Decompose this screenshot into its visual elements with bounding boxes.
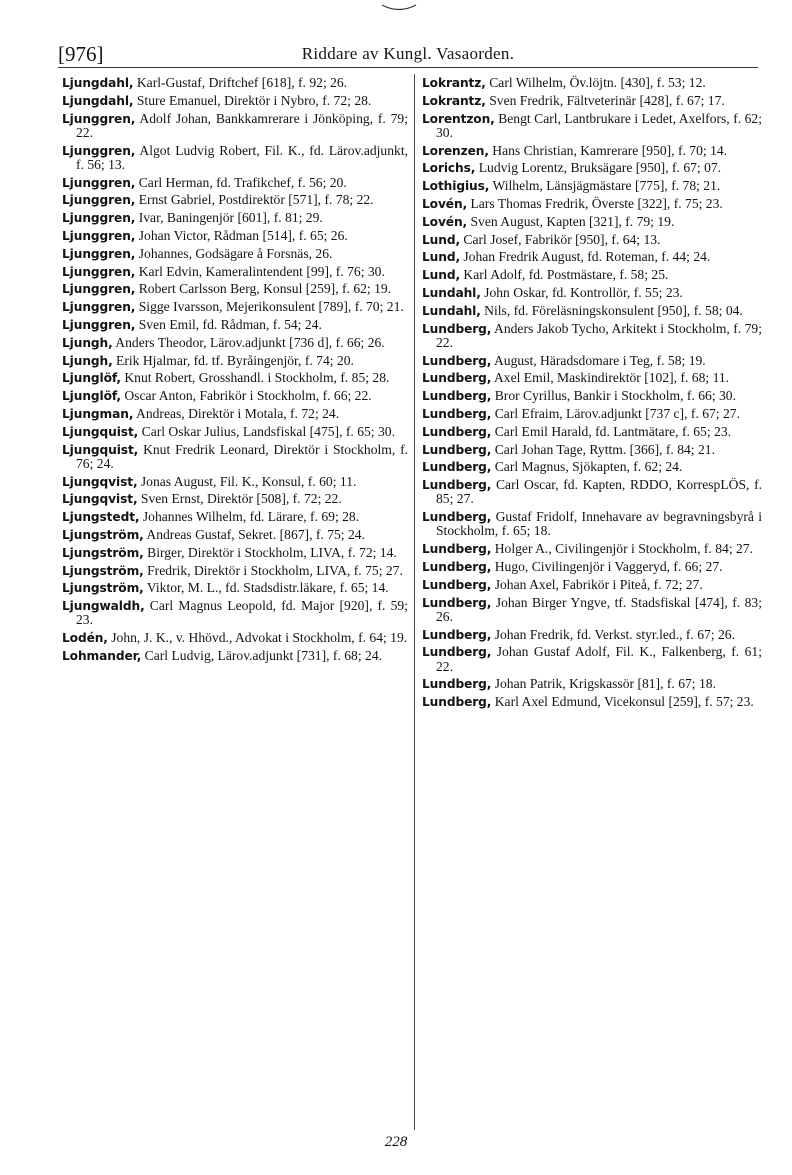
entry-details: Sven Ernst, Direktör [508], f. 72; 22. [140, 491, 342, 507]
register-entry [62, 318, 408, 332]
register-entry [62, 112, 408, 140]
entry-details: Nils, fd. Föreläsningskonsulent [950], f. 58; 04. [484, 302, 743, 318]
entry-details: Birger, Direktör i Stockholm, LIVA, f. 72; 14. [147, 544, 397, 560]
register-entry [62, 510, 408, 524]
entry-surname: Lorenzen, [422, 143, 489, 158]
entry-details: August, Häradsdomare i Teg, f. 58; 19. [493, 352, 706, 368]
entry-surname: Lundberg, [422, 627, 492, 642]
page-title: Riddare av Kungl. Vasaorden. [301, 44, 515, 63]
entry-details: Fredrik, Direktör i Stockholm, LIVA, f. 75; 27. [147, 562, 403, 578]
entry-details: Carl Ludvig, Lärov.adjunkt [731], f. 68; 24. [144, 647, 383, 663]
entry-surname: Ljungström, [62, 563, 144, 578]
entry-surname: Lovén, [422, 196, 468, 211]
entry-surname: Lundberg, [422, 577, 492, 592]
entry-details: Johan Patrik, Krigskassör [81], f. 67; 18. [494, 676, 716, 692]
register-entry [62, 599, 408, 627]
entry-details: Johan Birger Yngve, tf. Stadsfiskal [474], f. 83; 26. [436, 594, 762, 624]
entry-surname: Lundberg, [422, 510, 492, 525]
entry-surname: Lund, [422, 232, 460, 247]
entry-surname: Lundberg, [422, 389, 492, 404]
entry-surname: Ljunglöf, [62, 371, 121, 386]
entry-details: John Oskar, fd. Kontrollör, f. 55; 23. [484, 284, 683, 300]
register-entry [62, 443, 408, 471]
entry-details: Robert Carlsson Berg, Konsul [259], f. 62; 19. [138, 281, 392, 297]
entry-details: Johan Victor, Rådman [514], f. 65; 26. [138, 227, 348, 243]
entry-details: Hugo, Civilingenjör i Vaggeryd, f. 66; 27. [494, 558, 723, 574]
entry-surname: Lohmander, [62, 648, 142, 663]
register-entry [422, 215, 762, 229]
register-entry [62, 282, 408, 296]
entry-surname: Lundberg, [422, 371, 492, 386]
entry-surname: Ljunggren, [62, 317, 136, 332]
entry-surname: Lundberg, [422, 442, 492, 457]
register-entry [422, 354, 762, 368]
entry-details: Karl Edvin, Kameralintendent [99], f. 76; 30. [138, 263, 385, 279]
entry-details: Sture Emanuel, Direktör i Nybro, f. 72; 28. [136, 92, 372, 108]
entry-surname: Lodén, [62, 631, 108, 646]
register-entry [422, 645, 762, 673]
page-header [58, 34, 758, 68]
entry-details: Andreas, Direktör i Motala, f. 72; 24. [136, 405, 340, 421]
entry-surname: Ljunggren, [62, 282, 136, 297]
entry-details: Lars Thomas Fredrik, Överste [322], f. 75; 23. [470, 195, 723, 211]
entry-details: Carl Johan Tage, Ryttm. [366], f. 84; 21. [494, 441, 715, 457]
register-entry [422, 628, 762, 642]
register-entry [422, 161, 762, 175]
register-entry [62, 94, 408, 108]
register-entry [422, 179, 762, 193]
entry-details: Knut Robert, Grosshandl. i Stockholm, f. 85; 28. [124, 370, 390, 386]
entry-surname: Ljunggren, [62, 228, 136, 243]
entry-details: Carl Oskar Julius, Landsfiskal [475], f. 65; 30. [141, 423, 395, 439]
register-entry [422, 112, 762, 140]
entry-details: Carl Magnus, Sjökapten, f. 62; 24. [494, 459, 683, 475]
entry-details: Jonas August, Fil. K., Konsul, f. 60; 11. [140, 473, 357, 489]
register-entry [422, 560, 762, 574]
register-entry [62, 528, 408, 542]
entry-details: Karl-Gustaf, Driftchef [618], f. 92; 26. [136, 75, 348, 90]
register-entry [62, 193, 408, 207]
register-entry [62, 371, 408, 385]
register-entry [62, 229, 408, 243]
entry-details: Anders Theodor, Lärov.adjunkt [736 d], f. 66; 26. [115, 334, 385, 350]
register-entry [422, 250, 762, 264]
entry-details: Ivar, Baningenjör [601], f. 81; 29. [138, 210, 323, 226]
entry-surname: Ljungström, [62, 581, 144, 596]
entry-details: Carl Josef, Fabrikör [950], f. 64; 13. [463, 231, 661, 247]
register-entry [422, 460, 762, 474]
entry-details: Ludvig Lorentz, Bruksägare [950], f. 67; 07. [478, 160, 722, 176]
entry-details: Johan Gustaf Adolf, Fil. K., Falkenberg, f. 61; 22. [436, 644, 762, 674]
entry-details: Carl Emil Harald, fd. Lantmätare, f. 65; 23. [494, 423, 732, 439]
entry-surname: Lovén, [422, 214, 468, 229]
entry-surname: Ljungdahl, [62, 76, 134, 90]
register-entry [422, 286, 762, 300]
entry-surname: Ljunggren, [62, 175, 136, 190]
register-entry [62, 475, 408, 489]
register-entry [62, 546, 408, 560]
entry-surname: Ljunggren, [62, 246, 136, 261]
entry-surname: Lorichs, [422, 161, 476, 176]
entry-surname: Lund, [422, 250, 460, 265]
register-entry [62, 265, 408, 279]
entry-surname: Ljungström, [62, 527, 144, 542]
register-entry [422, 268, 762, 282]
entry-surname: Ljungquist, [62, 442, 139, 457]
entry-surname: Ljunggren, [62, 264, 136, 279]
entry-surname: Ljungstedt, [62, 510, 140, 525]
entry-surname: Lund, [422, 268, 460, 283]
register-entry [62, 247, 408, 261]
entry-surname: Lundberg, [422, 595, 492, 610]
entry-surname: Lokrantz, [422, 93, 486, 108]
entry-surname: Lundberg, [422, 460, 492, 475]
entry-details: Anders Jakob Tycho, Arkitekt i Stockholm, f. 79; 22. [436, 320, 762, 350]
right-column [422, 76, 762, 713]
entry-details: Gustaf Fridolf, Innehavare av begravningsbyrå i Stockholm, f. 65; 18. [436, 509, 762, 539]
entry-surname: Ljungman, [62, 406, 134, 421]
entry-details: Sven August, Kapten [321], f. 79; 19. [470, 213, 675, 229]
entry-details: Andreas Gustaf, Sekret. [867], f. 75; 24. [146, 526, 365, 542]
entry-details: Karl Adolf, fd. Postmästare, f. 58; 25. [463, 267, 669, 283]
entry-details: Sigge Ivarsson, Mejerikonsulent [789], f. 70; 21. [138, 299, 404, 315]
register-entry [62, 407, 408, 421]
entry-surname: Lundberg, [422, 424, 492, 439]
entry-details: Sven Emil, fd. Rådman, f. 54; 24. [138, 316, 322, 332]
entry-surname: Lundahl, [422, 285, 481, 300]
register-entry [422, 542, 762, 556]
register-entry [62, 176, 408, 190]
register-entry [422, 144, 762, 158]
entry-surname: Ljungqvist, [62, 492, 138, 507]
register-entry [422, 596, 762, 624]
register-entry [422, 407, 762, 421]
register-entry [422, 578, 762, 592]
entry-details: Karl Axel Edmund, Vicekonsul [259], f. 57; 23. [494, 694, 754, 710]
entry-surname: Ljunggren, [62, 143, 136, 158]
register-entry [422, 233, 762, 247]
register-entry [422, 677, 762, 691]
entry-surname: Lundahl, [422, 303, 481, 318]
header-ornament [381, 2, 417, 12]
register-entry [422, 197, 762, 211]
entry-details: Viktor, M. L., fd. Stadsdistr.läkare, f. 65; 14. [146, 580, 389, 596]
left-column [62, 76, 408, 667]
entry-details: Wilhelm, Länsjägmästare [775], f. 78; 21. [492, 178, 721, 194]
entry-details: Bror Cyrillus, Bankir i Stockholm, f. 66; 30. [494, 388, 737, 404]
register-entry [62, 354, 408, 368]
entry-surname: Lundberg, [422, 406, 492, 421]
entry-details: Sven Fredrik, Fältveterinär [428], f. 67; 17. [489, 92, 725, 108]
entry-surname: Lundberg, [422, 645, 492, 660]
entry-details: Johan Fredrik August, fd. Roteman, f. 44; 24. [463, 249, 711, 265]
entry-surname: Ljungquist, [62, 424, 139, 439]
entry-surname: Lothigius, [422, 179, 490, 194]
entry-surname: Lokrantz, [422, 76, 486, 90]
register-entry [62, 581, 408, 595]
register-entry [422, 478, 762, 506]
register-entry [62, 76, 408, 90]
register-entry [422, 695, 762, 709]
entry-details: Axel Emil, Maskindirektör [102], f. 68; 11. [493, 370, 730, 386]
entry-details: Algot Ludvig Robert, Fil. K., fd. Lärov.adjunkt, f. 56; 13. [76, 142, 408, 172]
register-entry [422, 425, 762, 439]
entry-surname: Ljungdahl, [62, 93, 134, 108]
entry-surname: Ljungwaldh, [62, 599, 145, 614]
register-entry [62, 389, 408, 403]
register-entry [62, 564, 408, 578]
entry-surname: Lundberg, [422, 321, 492, 336]
register-entry [62, 649, 408, 663]
entry-surname: Lundberg, [422, 542, 492, 557]
entry-surname: Lundberg, [422, 478, 492, 493]
entry-surname: Ljunglöf, [62, 389, 121, 404]
entry-details: Adolf Johan, Bankkamrerare i Jönköping, f. 79; 22. [76, 110, 408, 140]
register-entry [422, 389, 762, 403]
entry-details: Bengt Carl, Lantbrukare i Ledet, Axelfors, f. 62; 30. [436, 110, 762, 140]
page-footer-number: 228 [384, 1134, 408, 1150]
register-entry [422, 322, 762, 350]
entry-surname: Ljungqvist, [62, 474, 138, 489]
header-rule [58, 67, 758, 68]
entry-details: Carl Oscar, fd. Kapten, RDDO, KorrespLÖS, f. 85; 27. [436, 477, 762, 507]
entry-surname: Lundberg, [422, 695, 492, 710]
entry-surname: Lundberg, [422, 353, 492, 368]
register-entry [422, 371, 762, 385]
entry-details: Holger A., Civilingenjör i Stockholm, f. 84; 27. [494, 541, 753, 557]
entry-details: Erik Hjalmar, fd. tf. Byråingenjör, f. 74; 20. [116, 352, 354, 368]
register-entry [62, 211, 408, 225]
entry-details: Carl Herman, fd. Trafikchef, f. 56; 20. [138, 174, 347, 190]
register-entry [62, 144, 408, 172]
register-entry [422, 510, 762, 538]
entry-details: Hans Christian, Kamrerare [950], f. 70; 14. [492, 142, 728, 158]
entry-details: Carl Magnus Leopold, fd. Major [920], f. 59; 23. [76, 598, 408, 628]
entry-details: Oscar Anton, Fabrikör i Stockholm, f. 66; 22. [124, 388, 372, 404]
entry-surname: Lundberg, [422, 559, 492, 574]
register-entry [422, 94, 762, 108]
entry-surname: Ljunggren, [62, 211, 136, 226]
register-entry [62, 492, 408, 506]
entry-details: Johannes, Godsägare å Forsnäs, 26. [138, 245, 333, 261]
entry-surname: Ljungström, [62, 545, 144, 560]
entry-details: John, J. K., v. Hhövd., Advokat i Stockholm, f. 64; 19. [111, 630, 408, 646]
register-entry [422, 304, 762, 318]
entry-details: Knut Fredrik Leonard, Direktör i Stockholm, f. 76; 24. [76, 441, 409, 471]
entry-surname: Ljungh, [62, 335, 113, 350]
register-entry [62, 425, 408, 439]
entry-surname: Lundberg, [422, 677, 492, 692]
entry-surname: Ljunggren, [62, 111, 136, 126]
column-divider [414, 74, 415, 1130]
entry-details: Johannes Wilhelm, fd. Lärare, f. 69; 28. [142, 509, 360, 525]
page-number-bracketed: [976] [58, 42, 104, 66]
register-entry [62, 631, 408, 645]
entry-details: Ernst Gabriel, Postdirektör [571], f. 78; 22. [138, 192, 374, 208]
entry-details: Johan Axel, Fabrikör i Piteå, f. 72; 27. [494, 576, 703, 592]
entry-details: Johan Fredrik, fd. Verkst. styr.led., f. 67; 26. [494, 626, 735, 642]
entry-surname: Ljungh, [62, 353, 113, 368]
entry-details: Carl Wilhelm, Öv.löjtn. [430], f. 53; 12. [489, 75, 706, 90]
entry-details: Carl Efraim, Lärov.adjunkt [737 c], f. 67; 27. [494, 405, 740, 421]
register-entry [62, 300, 408, 314]
register-entry [62, 336, 408, 350]
entry-surname: Ljunggren, [62, 300, 136, 315]
register-entry [422, 443, 762, 457]
register-entry [422, 76, 762, 90]
entry-surname: Lorentzon, [422, 111, 495, 126]
entry-surname: Ljunggren, [62, 193, 136, 208]
